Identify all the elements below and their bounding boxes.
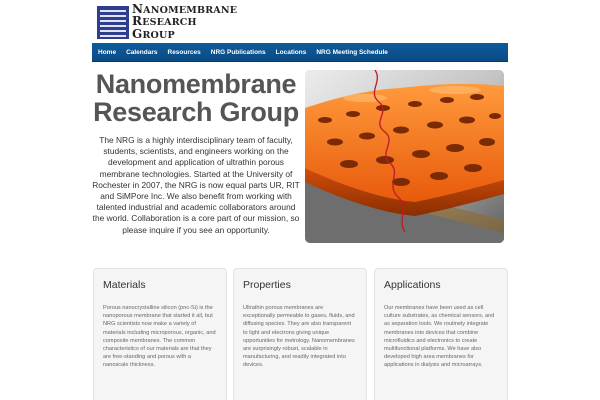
nav-item-locations[interactable]: Locations [275,48,307,56]
card-properties [233,268,367,400]
nav-item-home[interactable]: Home [98,48,117,56]
card-text: Ultrathin porous membranes are exceptionally permeable to gases, fluids, and diffusing species. They are also transparent to light and electrons giving unique opportunities for metrology. Nanomembranes are surprisingly robust, scalable in manufacturing, and readily integrated into devices. [243,305,355,369]
nav-item-resources[interactable]: Resources [167,48,201,56]
logo-wordmark [132,1,238,42]
card-applications [374,268,508,400]
nav-item-publications[interactable]: NRG Publications [210,48,266,56]
logo-mark-icon [97,6,129,39]
main-nav [92,43,508,62]
intro-text: The NRG is a highly interdisciplinary team of faculty, students, scientists, and engineers working on the development and application of ultrathin porous membrane technologies. Started at the University of Rochester in 2007, the NRG is now equal parts UR, RIT and SiMPore Inc. We also benefit from working with talented industrial and academic collaborators around the world. Collaboration is a core part of our mission, so please inquire if you see an opportunity. [92,135,300,235]
nanomembrane-illustration [305,70,504,243]
page-title-line-1: Nanomembrane [95,69,297,99]
site-logo[interactable] [97,1,238,41]
card-text: Our membranes have been used as cell culture substrates, as chemical sensors, and as separation tools. We routinely integrate membranes into devices that combine microfluidics and electronics to create multifunctional platforms. We have also developed high area membranes for applications in dialysis and microarrays. [384,305,495,369]
logo-line-3: GROUP [132,26,175,41]
card-title: Properties [243,279,291,291]
card-text: Porous nanocrystalline silicon (pnc-Si) is the nanoporous membrane that started it all, but NRG scientists now make a variety of materials including microporous, organic, and composite membranes. The common characteristics of our materials are that they are free-standing and porous with a nanoscale thickness. [103,305,216,369]
logo-line-2: RESEARCH [132,14,197,29]
nav-item-calendars[interactable]: Calendars [126,48,158,56]
membrane-render-image [305,70,504,243]
page-title-line-2: Research Group [93,97,299,127]
nav-item-meeting-schedule[interactable]: NRG Meeting Schedule [316,48,388,56]
card-title: Materials [103,279,146,291]
card-materials [93,268,227,400]
card-title: Applications [384,279,441,291]
logo-line-1: NANOMEMBRANE [132,1,238,16]
page-title [92,70,300,126]
